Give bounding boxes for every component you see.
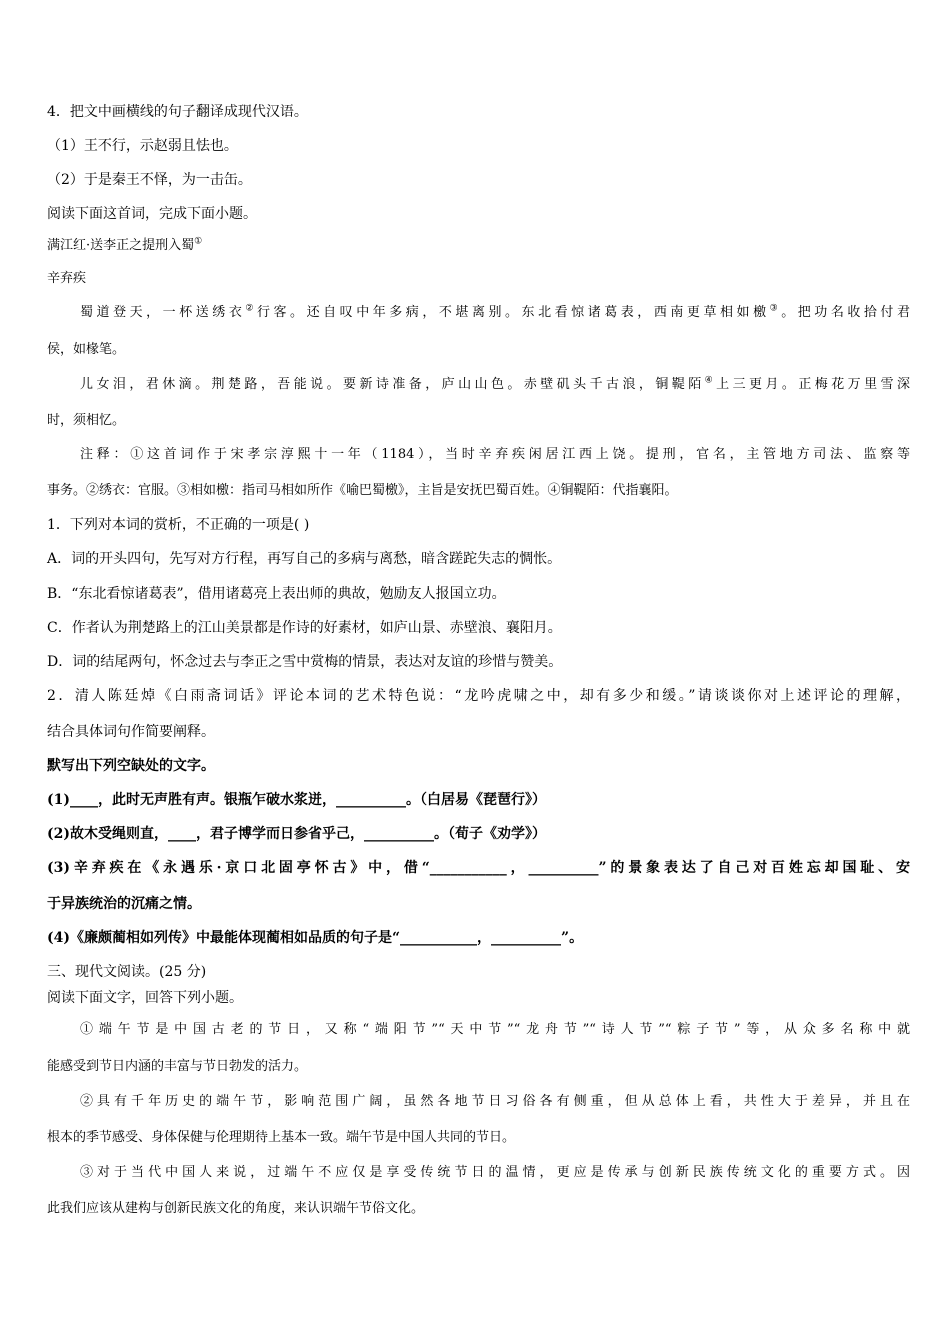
poem-stanza-1: 蜀道登天，一杯送绣衣②行客。还自叹中年多病，不堪离别。东北看惊诸葛表，西南更草相如檄③。把功名收拾付君 xyxy=(80,303,910,320)
q1-option-c: C．作者认为荆楚路上的江山美景都是作诗的好素材，如庐山景、赤壁浪、襄阳月。 xyxy=(47,620,562,636)
dictation-item-3-cont: 于异族统治的沉痛之情。 xyxy=(47,896,201,912)
poem-stanza-2-cont: 时，须相忆。 xyxy=(47,413,126,428)
poem-title: 满江红·送李正之提刑入蜀① xyxy=(47,236,203,253)
dictation-item-4: (4)《廉颇蔺相如列传》中最能体现蔺相如品质的句子是“___________，__________”。 xyxy=(47,930,584,946)
q1-stem: 1．下列对本词的赏析，不正确的一项是( ) xyxy=(47,517,310,533)
article-paragraph-3-cont: 此我们应该从建构与创新民族文化的角度，来认识端午节俗文化。 xyxy=(47,1201,425,1216)
section-3-intro: 阅读下面文字，回答下列小题。 xyxy=(47,990,243,1006)
q4-item-2: （2）于是秦王不怿，为一击缶。 xyxy=(47,172,252,188)
dictation-item-1: (1)____，此时无声胜有声。银瓶乍破水浆迸，__________。（白居易《琵琶行》） xyxy=(47,792,546,808)
q2-stem-cont: 结合具体词句作简要阐释。 xyxy=(47,724,215,740)
poem-notes: 注释：①这首词作于宋孝宗淳熙十一年（1184），当时辛弃疾闲居江西上饶。提刑，官名，主管地方司法、监察等 xyxy=(80,447,910,462)
q4-title: 4．把文中画横线的句子翻译成现代汉语。 xyxy=(47,104,308,120)
section-3-heading: 三、现代文阅读。(25 分) xyxy=(47,964,207,980)
article-paragraph-1: ①端午节是中国古老的节日，又称“端阳节”“天中节”“龙舟节”“诗人节”“粽子节”等，从众多名称中就 xyxy=(80,1022,910,1037)
q2-stem: 2．清人陈廷焯《白雨斋词话》评论本词的艺术特色说：“龙吟虎啸之中，却有多少和缓。”请谈谈你对上述评论的理解， xyxy=(47,688,910,704)
dictation-item-2: (2)故木受绳则直，____，君子博学而日参省乎己，__________。（荀子《劝学》） xyxy=(47,826,546,842)
poem-notes-cont: 事务。②绣衣：官服。③相如檄：指司马相如所作《喻巴蜀檄》，主旨是安抚巴蜀百姓。④铜鞮陌：代指襄阳。 xyxy=(47,483,678,498)
article-paragraph-2-cont: 根本的季节感受、身体保健与伦理期待上基本一致。端午节是中国人共同的节日。 xyxy=(47,1130,516,1145)
q1-option-a: A．词的开头四句，先写对方行程，再写自己的多病与离愁，暗含蹉跎失志的惆怅。 xyxy=(47,551,562,567)
q4-item-1: （1）王不行，示赵弱且怯也。 xyxy=(47,138,238,154)
q1-option-d: D．词的结尾两句，怀念过去与李正之雪中赏梅的情景，表达对友谊的珍惜与赞美。 xyxy=(47,654,563,670)
article-paragraph-3: ③对于当代中国人来说，过端午不应仅是享受传统节日的温情，更应是传承与创新民族传统文化的重要方式。因 xyxy=(80,1165,910,1180)
dictation-item-3: (3)辛弃疾在《永遇乐·京口北固亭怀古》中，借“___________，__________”的景象表达了自己对百姓忘却国耻、安 xyxy=(47,860,910,876)
q1-option-b: B．“东北看惊诸葛表”，借用诸葛亮上表出师的典故，勉励友人报国立功。 xyxy=(47,586,506,602)
poem-author: 辛弃疾 xyxy=(47,271,87,286)
poem-stanza-1-cont: 侯，如椽笔。 xyxy=(47,342,126,357)
poem-intro: 阅读下面这首词，完成下面小题。 xyxy=(47,206,257,222)
dictation-title: 默写出下列空缺处的文字。 xyxy=(47,758,215,774)
article-paragraph-1-cont: 能感受到节日内涵的丰富与节日勃发的活力。 xyxy=(47,1059,308,1074)
poem-stanza-2: 儿女泪，君休滴。荆楚路，吾能说。要新诗准备，庐山山色。赤壁矶头千古浪，铜鞮陌④上三更月。正梅花万里雪深 xyxy=(80,375,910,392)
article-paragraph-2: ②具有千年历史的端午节，影响范围广阔，虽然各地节日习俗各有侧重，但从总体上看，共性大于差异，并且在 xyxy=(80,1094,910,1109)
